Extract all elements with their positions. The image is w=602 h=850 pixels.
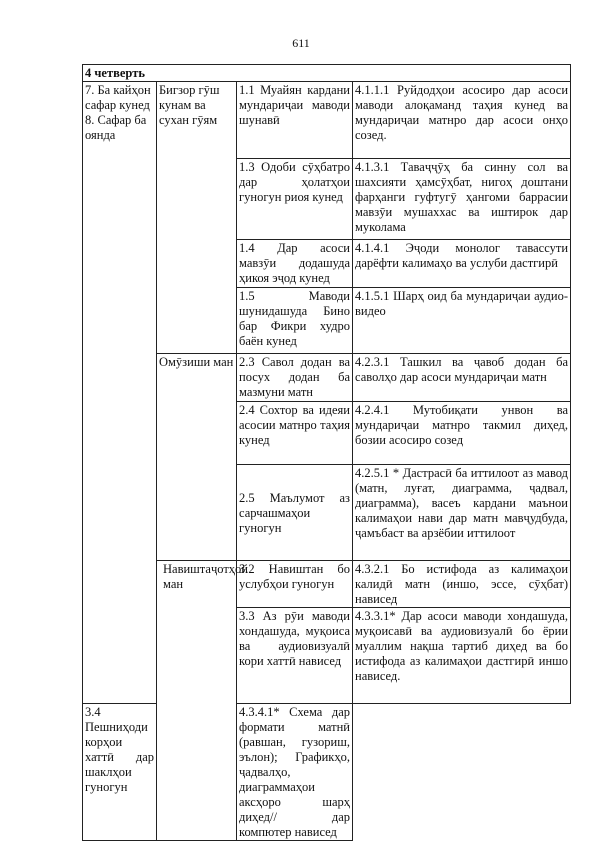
- indicator-cell: 4.3.3.1* Дар асоси маводи хондашуда, муқоисавӣ ва аудиовизуалӣ бо ёрии муаллим нақша тартиб диҳед ва бо истифода аз калимаҳои дастгирӣ иншо нависед.: [353, 608, 571, 704]
- skill-cell: Омӯзиши ман: [157, 354, 237, 561]
- indicator-cell: 4.2.3.1 Ташкил ва ҷавоб додан ба саволҳо дар асоси мундариҷаи матн: [353, 354, 571, 402]
- indicator-cell: 4.1.4.1 Эҷоди монолог тавассути дарёфти калимаҳо ва услуби дастгирӣ: [353, 240, 571, 288]
- standard-cell: 1.3 Одоби сӯҳбатро дар ҳолатҳои гуногун риоя кунед: [237, 159, 353, 240]
- standard-cell: 1.1 Муайян кардани мундариҷаи маводи шунавӣ: [237, 82, 353, 159]
- indicator-cell: 4.1.1.1 Руйдодҳои асосиро дар асоси маводи алоқаманд таҳия кунед ва мундариҷаи матнро дар асоси онҳо созед.: [353, 82, 571, 159]
- indicator-cell: 4.1.3.1 Таваҷҷӯҳ ба синну сол ва шахсияти ҳамсӯҳбат, нигоҳ доштани фарҳанги гуфтугӯ ҳангоми баррасии мавзӯи мушаххас ва иштирок дар муколама: [353, 159, 571, 240]
- quarter-title: 4 четверть: [83, 65, 571, 82]
- standard-cell: 2.3 Савол додан ва посух додан ба мазмуни матн: [237, 354, 353, 402]
- table-row: [83, 354, 571, 402]
- curriculum-table: [82, 64, 571, 841]
- indicator-cell: 4.2.5.1 * Дастрасӣ ба иттилоот аз мавод (матн, луғат, диаграмма, ҷадвал, диаграмма), васеъ кардани маънои калимаҳои нави дар матн мавҷудбуда, ҷамъбаст ва арзёбии иттилоот: [353, 465, 571, 561]
- skill-cell: Бигзор гӯш кунам ва сухан гӯям: [157, 82, 237, 354]
- indicator-cell: 4.2.4.1 Мутобиқати унвон ва мундариҷаи матнро такмил диҳед, бозии асосиро созед: [353, 402, 571, 465]
- quarter-header-row: [83, 65, 571, 82]
- standard-cell: 1.4 Дар асоси мавзӯи додашуда ҳикоя эҷод кунед: [237, 240, 353, 288]
- table-row: [83, 82, 571, 159]
- indicator-cell: 4.1.5.1 Шарҳ оид ба мундариҷаи аудио-видео: [353, 288, 571, 354]
- table-row: [83, 704, 571, 841]
- standard-text: 2.5 Маълумот аз сарчашмаҳои гуногун: [239, 490, 350, 535]
- table-row: [83, 561, 571, 608]
- topic-cell: 7. Ба кайҳон сафар кунед 8. Сафар ба оянда: [83, 82, 157, 704]
- standard-cell: 3.4 Пешниҳоди корҳои хаттӣ дар шаклҳои гуногун: [83, 704, 157, 841]
- indicator-cell: 4.3.2.1 Бо истифода аз калимаҳои калидӣ матн (иншо, эссе, сӯҳбат) нависед: [353, 561, 571, 608]
- indicator-cell: 4.3.4.1* Схема дар формати матнӣ (равшан, гузориш, эълон); Графикҳо, ҷадвалҳо, диаграммаҳои аксҳоро шарҳ диҳед// дар компютер нависед: [237, 704, 353, 841]
- standard-cell: 1.5 Маводи шунидашуда Бино бар Фикри худро баён кунед: [237, 288, 353, 354]
- page-number: 611: [292, 36, 310, 50]
- standard-cell: [237, 465, 353, 561]
- standard-cell: 2.4 Сохтор ва идеяи асосии матнро таҳия кунед: [237, 402, 353, 465]
- skill-cell: Навиштаҷотҳой ман: [157, 561, 237, 841]
- standard-cell: 3.2 Навиштан бо услубҳои гуногун: [237, 561, 353, 608]
- standard-cell: 3.3 Аз рӯи маводи хондашуда, муқоиса ва аудиовизуалӣ кори хаттӣ нависед: [237, 608, 353, 704]
